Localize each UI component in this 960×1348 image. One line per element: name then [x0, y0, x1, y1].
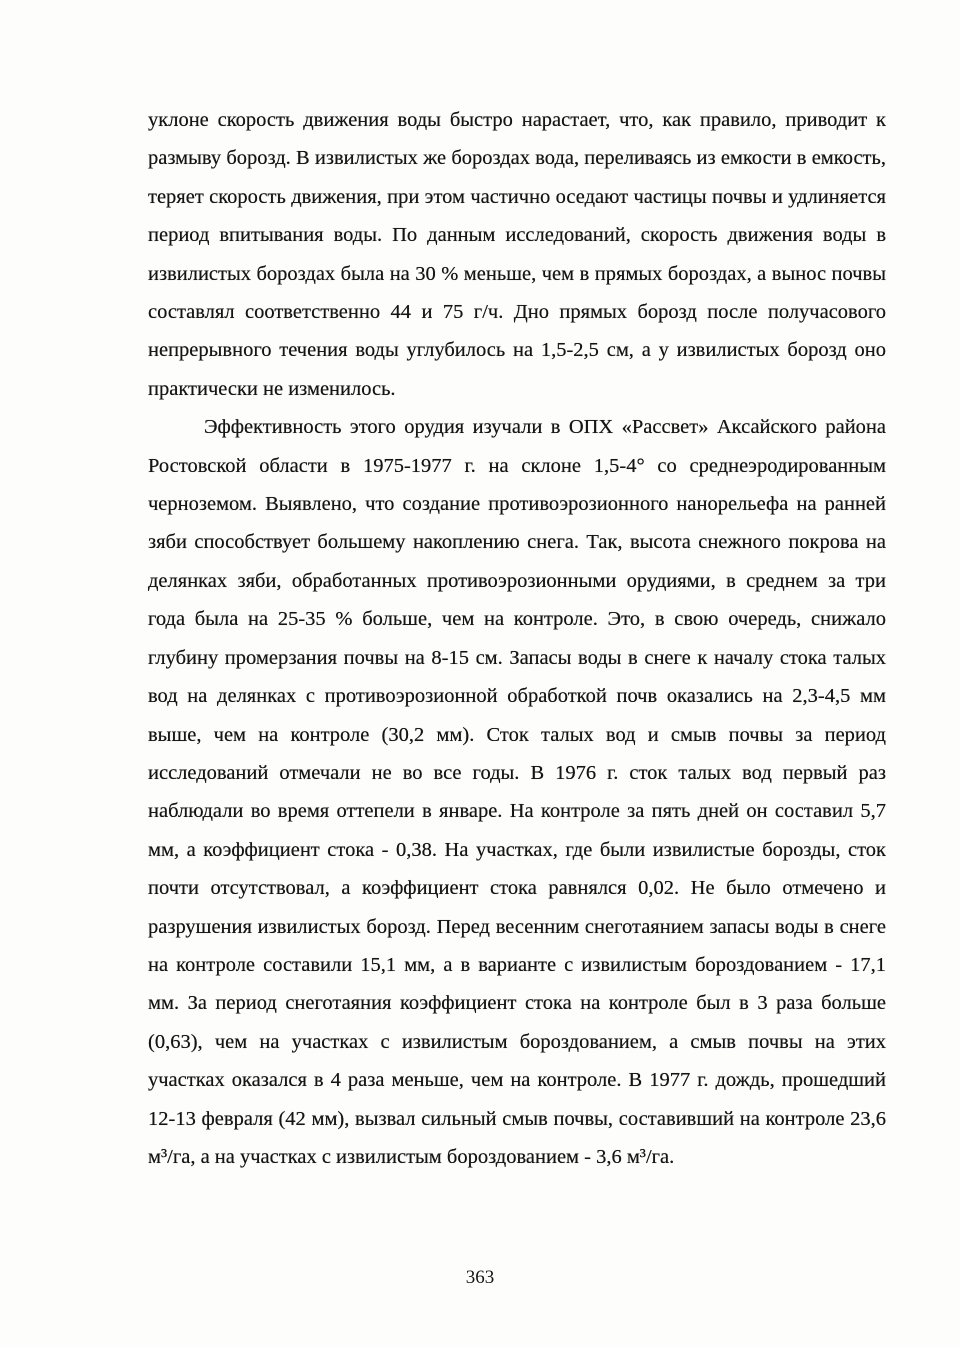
- paragraph-1: уклоне скорость движения воды быстро нарастает, что, как правило, приводит к размыву борозд. В извилистых же бороздах вода, переливаясь из емкости в емкость, теряет скорость движения, при этом частично оседают частицы почвы и удлиняется период впитывания воды. По данным исследований, скорость движения воды в извилистых бороздах была на 30 % меньше, чем в прямых бороздах, а вынос почвы составлял соответственно 44 и 75 г/ч. Дно прямых борозд после получасового непрерывного течения воды углубилось на 1,5-2,5 см, а у извилистых борозд оно практически не изменилось.: [148, 109, 886, 400]
- body-text: [148, 101, 886, 1176]
- page-number: 363: [465, 1267, 495, 1288]
- paragraph-2: Эффективность этого орудия изучали в ОПХ «Рассвет» Аксайского района Ростовской области в 1975-1977 г. на склоне 1,5-4° со среднеэродированным черноземом. Выявлено, что создание противоэрозионного нанорельефа на ранней зяби способствует большему накоплению снега. Так, высота снежного покрова на делянках зяби, обработанных противоэрозионными орудиями, в среднем за три года была на 25-35 % больше, чем на контроле. Это, в свою очередь, снижало глубину промерзания почвы на 8-15 см. Запасы воды в снеге к началу стока талых вод на делянках с противоэрозионной обработкой почв оказались на 2,3-4,5 мм выше, чем на контроле (30,2 мм). Сток талых вод и смыв почвы за период исследований отмечали не во все годы. В 1976 г. сток талых вод первый раз наблюдали во время оттепели в январе. На контроле за пять дней он составил 5,7 мм, а коэффициент стока - 0,38. На участках, где были извилистые борозды, сток почти отсутствовал, а коэффициент стока равнялся 0,02. Не было отмечено и разрушения извилистых борозд. Перед весенним снеготаянием запасы воды в снеге на контроле составили 15,1 мм, а в варианте с извилистым бороздованием - 17,1 мм. За период снеготаяния коэффициент стока на контроле был в 3 раза больше (0,63), чем на участках с извилистым бороздованием, а смыв почвы на этих участках оказался в 4 раза меньше, чем на контроле. В 1977 г. дождь, прошедший 12-13 февраля (42 мм), вызвал сильный смыв почвы, составивший на контроле 23,6 м³/га, а на участках с извилистым бороздованием - 3,6 м³/га.: [148, 416, 886, 1168]
